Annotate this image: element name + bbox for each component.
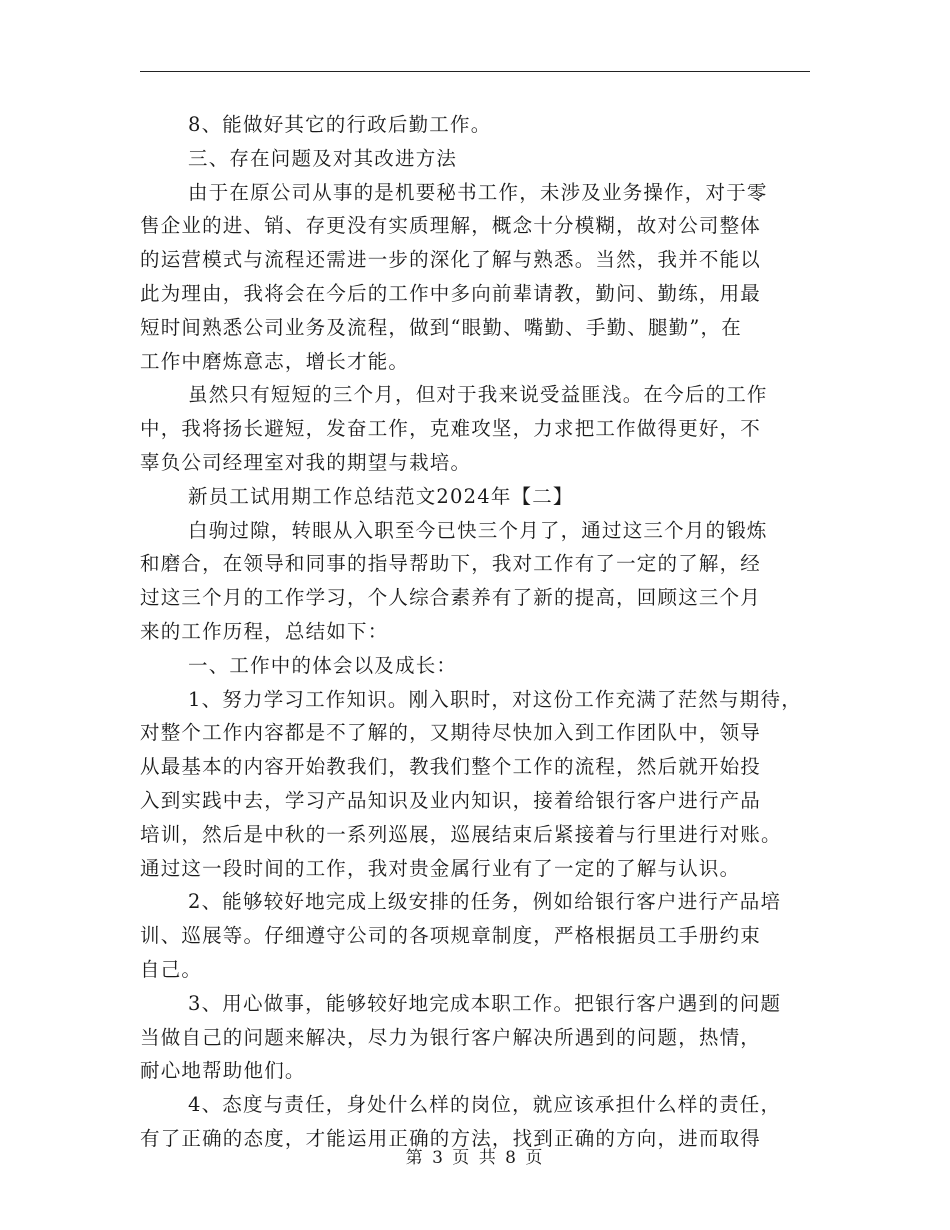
text-line: 有了正确的态度，才能运用正确的方法，找到正确的方向，进而取得 — [140, 1126, 762, 1150]
text-line: 自己。 — [140, 957, 203, 981]
text-line: 耐心地帮助他们。 — [140, 1059, 306, 1083]
text-line: 入到实践中去，学习产品知识及业内知识，接着给银行客户进行产品 — [140, 788, 762, 812]
document-body — [140, 108, 815, 1156]
text-line: 来的工作历程，总结如下： — [140, 619, 389, 643]
header-rule — [140, 71, 810, 72]
page-footer: 第 3 页 共 8 页 — [405, 1148, 545, 1168]
text-line: 通过这一段时间的工作，我对贵金属行业有了一定的了解与认识。 — [140, 856, 741, 880]
text-line: 训、巡展等。仔细遵守公司的各项规章制度，严格根据员工手册约束 — [140, 924, 762, 948]
text-line: 的运营模式与流程还需进一步的深化了解与熟悉。当然，我并不能以 — [140, 248, 762, 272]
text-line: 白驹过隙，转眼从入职至今已快三个月了，通过这三个月的锻炼 — [188, 518, 768, 542]
text-line: 培训，然后是中秋的一系列巡展，巡展结束后紧接着与行里进行对账。 — [140, 822, 782, 846]
text-line: 8、能做好其它的行政后勤工作。 — [188, 113, 492, 136]
text-line: 从最基本的内容开始教我们，教我们整个工作的流程，然后就开始投 — [140, 755, 762, 779]
text-line: 新员工试用期工作总结范文2024年【二】 — [188, 484, 574, 508]
text-line: 此为理由，我将会在今后的工作中多向前辈请教，勤问、勤练，用最 — [140, 281, 762, 305]
text-line: 2、能够较好地完成上级安排的任务，例如给银行客户进行产品培 — [188, 890, 782, 914]
text-line: 一、工作中的体会以及成长： — [188, 653, 458, 677]
text-line: 过这三个月的工作学习，个人综合素养有了新的提高，回顾这三个月 — [140, 586, 762, 610]
text-line: 三、存在问题及对其改进方法 — [188, 146, 458, 170]
text-line: 对整个工作内容都是不了解的，又期待尽快加入到工作团队中，领导 — [140, 721, 762, 745]
text-line: 4、态度与责任，身处什么样的岗位，就应该承担什么样的责任， — [188, 1093, 782, 1117]
text-line: 3、用心做事，能够较好地完成本职工作。把银行客户遇到的问题 — [188, 991, 782, 1015]
text-line: 由于在原公司从事的是机要秘书工作，未涉及业务操作，对于零 — [188, 180, 768, 204]
text-line: 工作中磨炼意志，增长才能。 — [140, 349, 410, 373]
text-line: 短时间熟悉公司业务及流程，做到“眼勤、嘴勤、手勤、腿勤”，在 — [140, 315, 742, 339]
text-line: 中，我将扬长避短，发奋工作，克难攻坚，力求把工作做得更好，不 — [140, 417, 762, 441]
text-line: 1、努力学习工作知识。刚入职时，对这份工作充满了茫然与期待， — [188, 687, 802, 711]
text-line: 虽然只有短短的三个月，但对于我来说受益匪浅。在今后的工作 — [188, 383, 768, 407]
text-line: 当做自己的问题来解决，尽力为银行客户解决所遇到的问题，热情， — [140, 1025, 762, 1049]
text-line: 售企业的进、销、存更没有实质理解，概念十分模糊，故对公司整体 — [140, 214, 762, 238]
text-line: 辜负公司经理室对我的期望与栽培。 — [140, 450, 472, 474]
text-line: 和磨合，在领导和同事的指导帮助下，我对工作有了一定的了解，经 — [140, 552, 762, 576]
